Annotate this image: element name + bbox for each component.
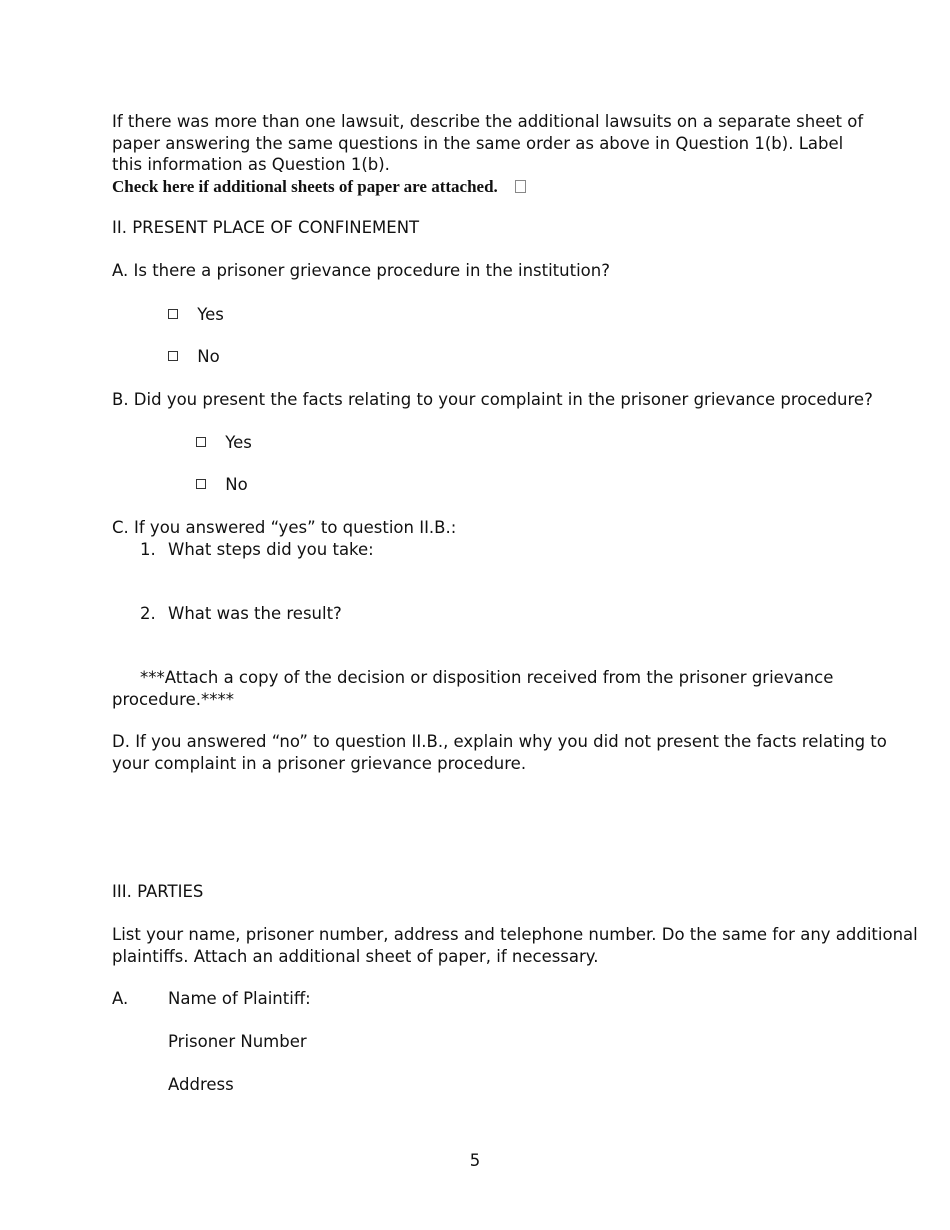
intro-line-1: If there was more than one lawsuit, describe the additional lawsuits on a separate sheet of <box>112 112 864 131</box>
attach-note-line-1: ***Attach a copy of the decision or disposition received from the prisoner grievance <box>140 668 834 687</box>
question-c: C. If you answered “yes” to question II.B.: <box>112 518 457 537</box>
page-number: 5 <box>469 1151 481 1170</box>
question-c-item-2-number: 2. <box>140 604 156 623</box>
address-label: Address <box>168 1075 234 1094</box>
question-b-no-option[interactable] <box>196 474 248 496</box>
question-b-yes-checkbox[interactable] <box>196 437 206 447</box>
question-a-no-label: No <box>197 347 220 366</box>
question-a-yes-label: Yes <box>197 305 224 324</box>
plaintiff-item-letter: A. <box>112 989 129 1008</box>
parties-instructions-line-1: List your name, prisoner number, address and telephone number. Do the same for any additional <box>112 925 918 944</box>
plaintiff-name-label: Name of Plaintiff: <box>168 989 311 1008</box>
question-c-item-2-text: What was the result? <box>168 604 342 623</box>
attach-note-line-2: procedure.**** <box>112 690 234 709</box>
question-b-yes-option[interactable] <box>196 432 252 454</box>
question-b-yes-label: Yes <box>225 433 252 452</box>
question-d-line-2: your complaint in a prisoner grievance procedure. <box>112 754 527 773</box>
question-d-line-1: D. If you answered “no” to question II.B., explain why you did not present the facts relating to <box>112 732 887 751</box>
section-3-heading: III. PARTIES <box>112 882 204 901</box>
additional-sheets-label: Check here if additional sheets of paper are attached. <box>112 177 498 196</box>
question-c-item-1-text: What steps did you take: <box>168 540 374 559</box>
plaintiff-name-row <box>112 988 311 1010</box>
question-b-no-label: No <box>225 475 248 494</box>
additional-sheets-row <box>112 176 526 198</box>
section-2-heading: II. PRESENT PLACE OF CONFINEMENT <box>112 218 420 237</box>
question-c-item-1-number: 1. <box>140 540 156 559</box>
question-a-no-option[interactable] <box>168 346 220 368</box>
question-a-no-checkbox[interactable] <box>168 351 178 361</box>
prisoner-number-label: Prisoner Number <box>168 1032 307 1051</box>
parties-instructions-line-2: plaintiffs. Attach an additional sheet of paper, if necessary. <box>112 947 599 966</box>
question-a-yes-option[interactable] <box>168 304 224 326</box>
question-b: B. Did you present the facts relating to your complaint in the prisoner grievance procedure? <box>112 390 873 409</box>
question-c-item-1 <box>140 539 374 561</box>
intro-line-3: this information as Question 1(b). <box>112 155 390 174</box>
question-b-no-checkbox[interactable] <box>196 479 206 489</box>
question-a-yes-checkbox[interactable] <box>168 309 178 319</box>
additional-sheets-checkbox[interactable] <box>515 180 526 193</box>
question-c-item-2 <box>140 603 342 625</box>
intro-line-2: paper answering the same questions in the same order as above in Question 1(b). Label <box>112 134 844 153</box>
question-a: A. Is there a prisoner grievance procedure in the institution? <box>112 261 610 280</box>
